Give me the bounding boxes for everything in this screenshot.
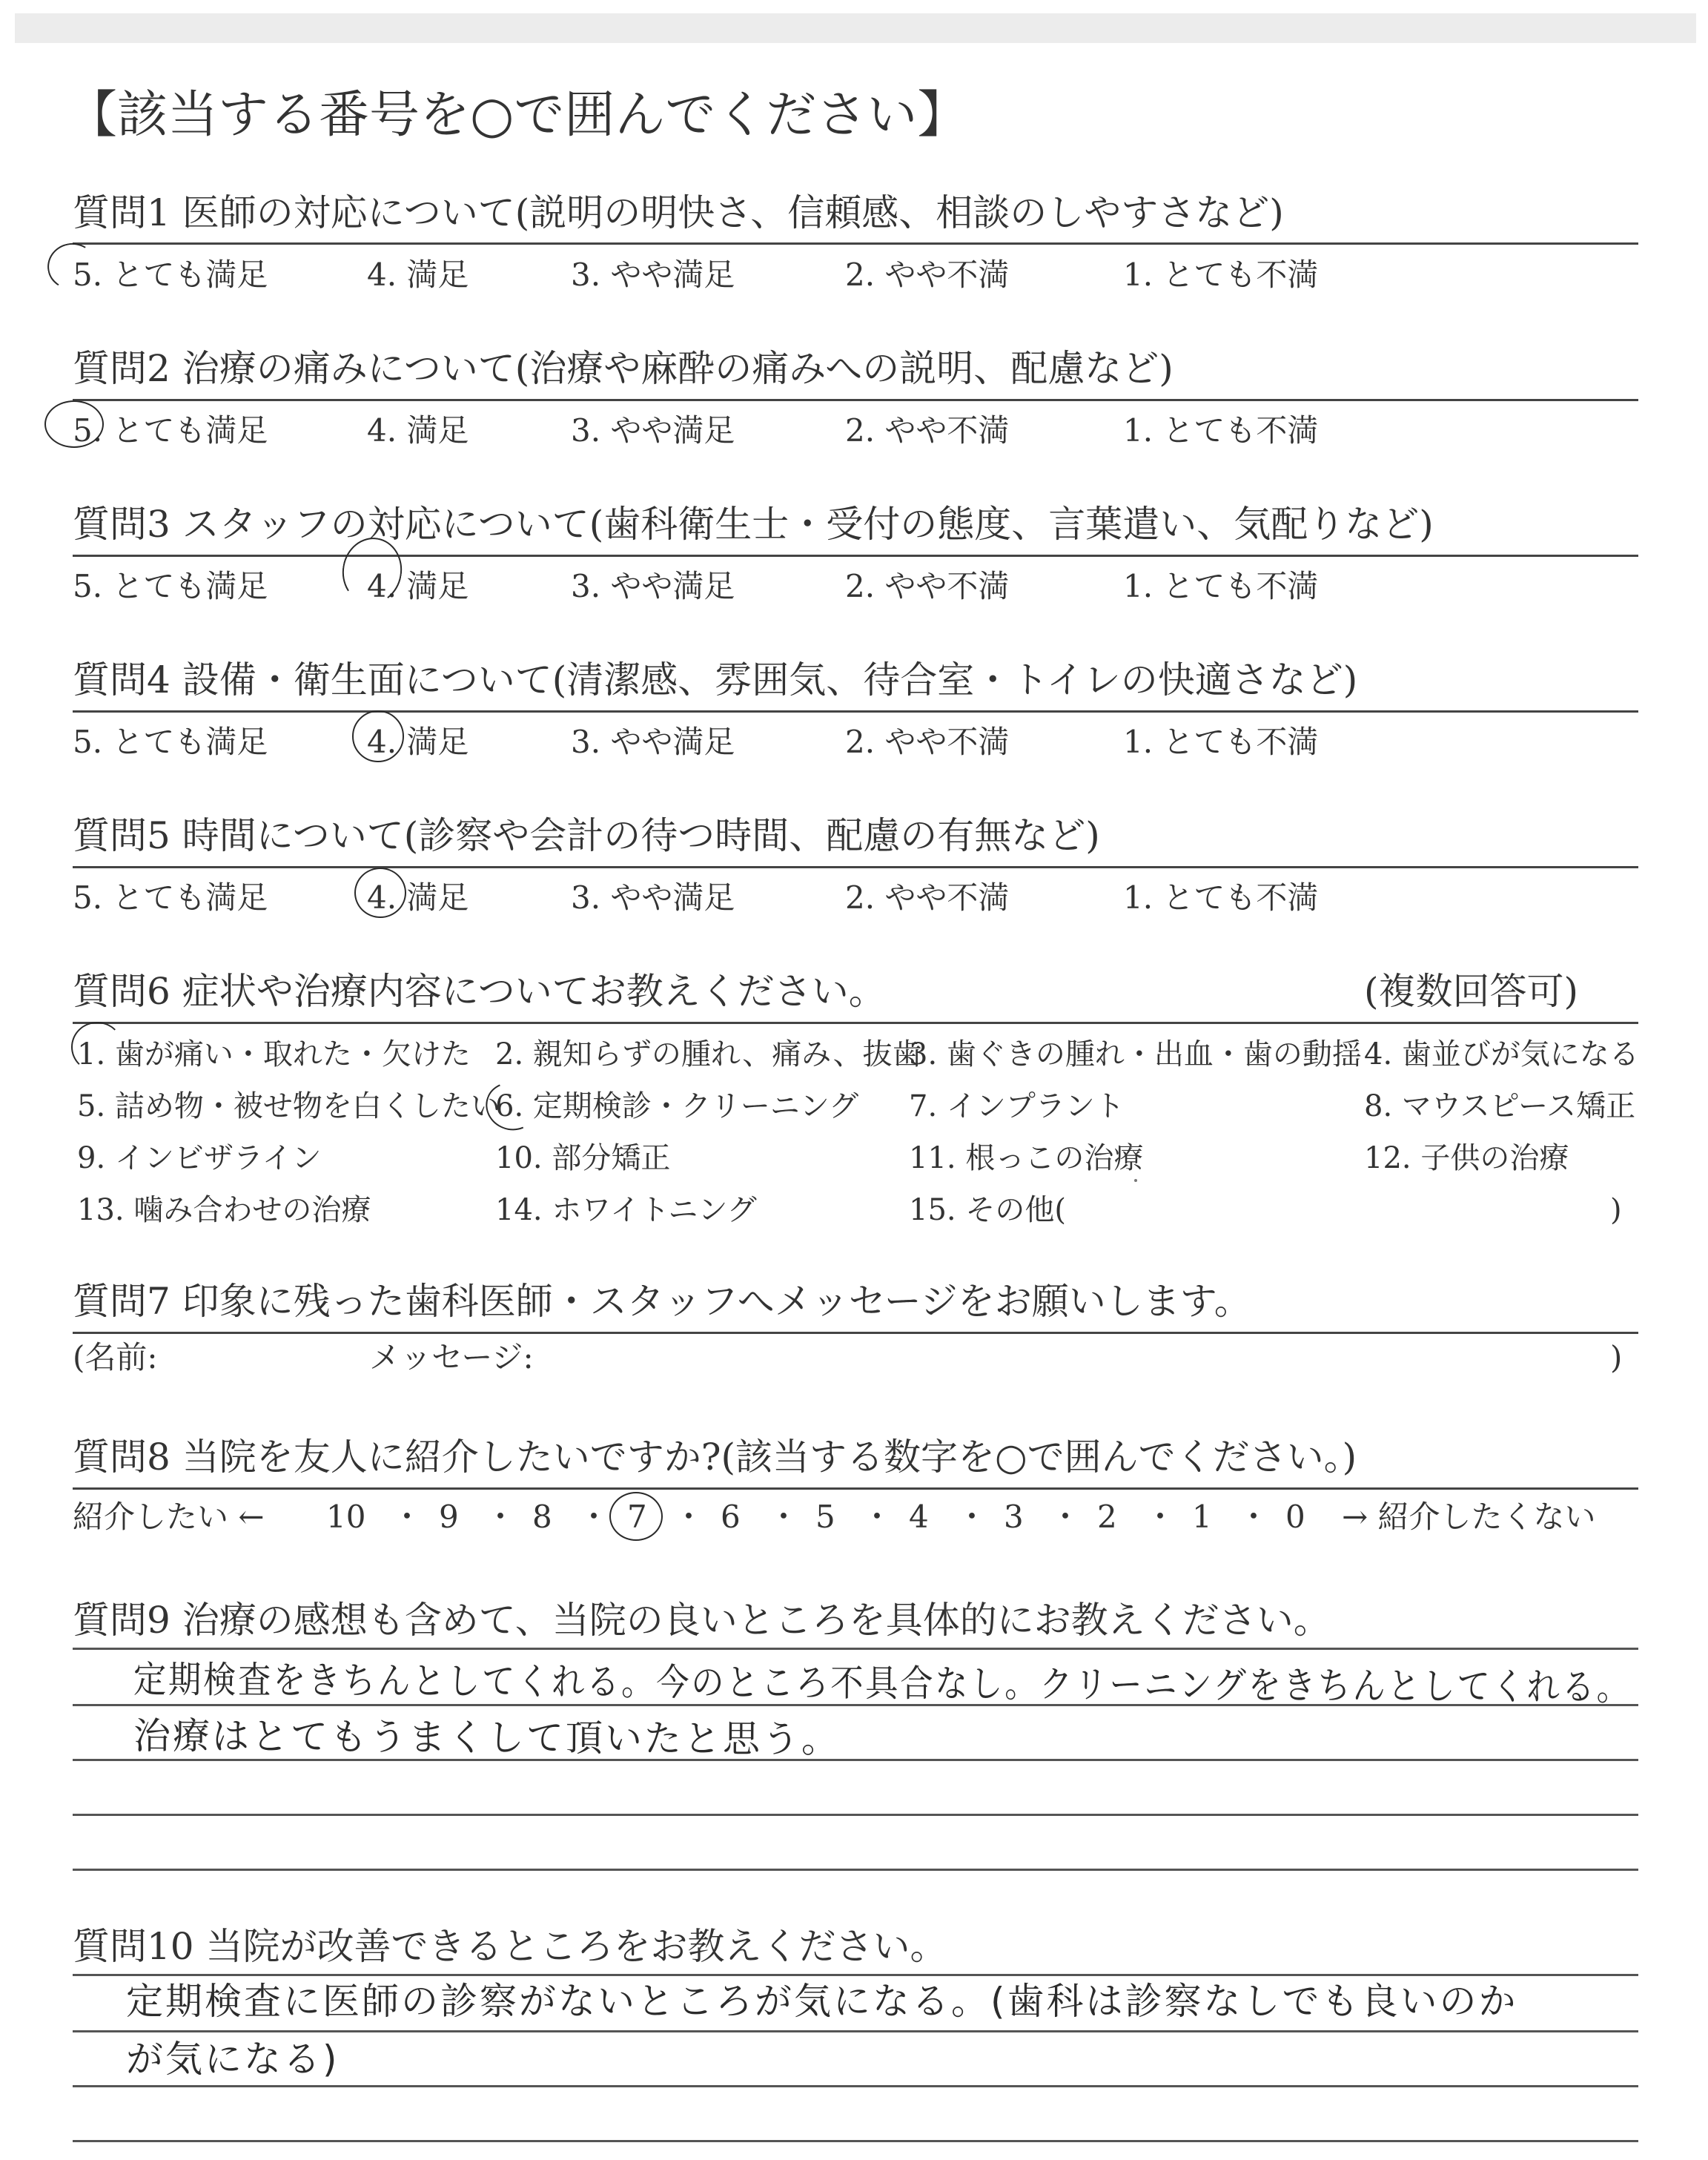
q8-scale-separator: ・ [1145, 1499, 1176, 1535]
q8-scale-separator: ・ [673, 1499, 705, 1535]
q8-scale-7[interactable]: 7 [627, 1499, 647, 1535]
q5-selection-circle [354, 868, 406, 918]
q2-option-4[interactable]: 4. 満足 [367, 412, 469, 449]
q9-answer-line [73, 1869, 1638, 1871]
top-margin-band [15, 13, 1696, 43]
q3-option-1[interactable]: 1. とても不満 [1123, 568, 1319, 604]
q5-option-3[interactable]: 3. やや満足 [571, 879, 735, 916]
q6-item-15-close-paren: ) [1610, 1193, 1622, 1227]
q2-selection-circle [44, 400, 104, 448]
q4-option-1[interactable]: 1. とても不満 [1123, 724, 1319, 760]
q8-scale-separator: ・ [391, 1499, 423, 1535]
q10-handwritten-answer-line-1: 定期検査に医師の診察がないところが気になる。(歯科は診察なしでも良いのか [126, 1980, 1518, 2023]
q4-selection-circle [352, 710, 404, 762]
q10-handwritten-answer-line-2: が気になる) [126, 2038, 340, 2081]
q6-item-13[interactable]: 13. 噛み合わせの治療 [77, 1193, 371, 1227]
q6-item-11[interactable]: 11. 根っこの治療 [909, 1141, 1144, 1175]
q1-option-4[interactable]: 4. 満足 [367, 257, 469, 293]
q1-option-5[interactable]: 5. とても満足 [73, 257, 268, 293]
q1-option-3[interactable]: 3. やや満足 [571, 257, 735, 293]
q6-item-9[interactable]: 9. インビザライン [77, 1141, 322, 1175]
q6-item-8[interactable]: 8. マウスピース矯正 [1364, 1089, 1636, 1123]
q6-selection-circle-1 [71, 1022, 123, 1072]
q6-selection-circle-6 [479, 1075, 544, 1137]
q8-scale-5[interactable]: 5 [815, 1499, 835, 1535]
q2-option-5[interactable]: 5. とても満足 [73, 412, 268, 449]
q1-option-1[interactable]: 1. とても不満 [1123, 257, 1319, 293]
question-8-underline [73, 1487, 1638, 1490]
q6-item-12[interactable]: 12. 子供の治療 [1364, 1141, 1569, 1175]
q8-right-label: → 紹介したくない [1342, 1499, 1596, 1535]
question-10-title: 質問10 当院が改善できるところをお教えください。 [73, 1925, 947, 1968]
question-4-underline [73, 710, 1638, 713]
q8-scale-separator: ・ [956, 1499, 988, 1535]
q6-item-7[interactable]: 7. インプラント [909, 1089, 1125, 1123]
q6-item-1[interactable]: 1. 歯が痛い・取れた・欠けた [77, 1037, 471, 1071]
q6-item-6[interactable]: 6. 定期検診・クリーニング [495, 1089, 859, 1123]
q8-scale-6[interactable]: 6 [721, 1499, 741, 1535]
q4-option-2[interactable]: 2. やや不満 [845, 724, 1010, 760]
q7-name-label: (名前: [73, 1339, 158, 1375]
q2-option-1[interactable]: 1. とても不満 [1123, 412, 1319, 449]
q9-answer-line [73, 1759, 1638, 1761]
question-2-underline [73, 399, 1638, 401]
question-3-underline [73, 555, 1638, 557]
q5-option-4[interactable]: 4. 満足 [367, 879, 469, 916]
question-7-title: 質問7 印象に残った歯科医師・スタッフへメッセージをお願いします。 [73, 1280, 1251, 1323]
q6-item-4[interactable]: 4. 歯並びが気になる [1364, 1037, 1639, 1071]
q8-scale-0[interactable]: 0 [1285, 1499, 1305, 1535]
stray-dot [1134, 1179, 1137, 1182]
question-6-title: 質問6 症状や治療内容についてお教えください。 [73, 970, 886, 1013]
q6-item-2[interactable]: 2. 親知らずの腫れ、痛み、抜歯 [495, 1037, 922, 1071]
page-heading: 【該当する番号を○で囲んでください】 [67, 86, 968, 145]
question-9-title: 質問9 治療の感想も含めて、当院の良いところを具体的にお教えください。 [73, 1599, 1331, 1642]
q9-answer-line [73, 1814, 1638, 1816]
q8-scale-3[interactable]: 3 [1004, 1499, 1024, 1535]
q6-item-5[interactable]: 5. 詰め物・被せ物を白くしたい [77, 1089, 500, 1123]
q10-answer-line [73, 2140, 1638, 2142]
q9-handwritten-answer-line-1: 定期検査をきちんとしてくれる。今のところ不具合なし。クリーニングをきちんとしてくれる。 [133, 1658, 1632, 1709]
q9-answer-line [73, 1648, 1638, 1650]
q6-item-3[interactable]: 3. 歯ぐきの腫れ・出血・歯の動揺 [909, 1037, 1362, 1071]
q7-message-label: メッセージ: [369, 1339, 534, 1375]
q8-scale-separator: ・ [578, 1499, 610, 1535]
q8-scale-4[interactable]: 4 [909, 1499, 929, 1535]
question-5-title: 質問5 時間について(診察や会計の待つ時間、配慮の有無など) [73, 814, 1100, 857]
question-5-underline [73, 866, 1638, 868]
question-4-title: 質問4 設備・衛生面について(清潔感、雰囲気、待合室・トイレの快適さなど) [73, 658, 1358, 701]
q3-option-3[interactable]: 3. やや満足 [571, 568, 735, 604]
q8-scale-separator: ・ [861, 1499, 893, 1535]
q8-selection-circle [609, 1492, 663, 1541]
q8-scale-2[interactable]: 2 [1097, 1499, 1117, 1535]
q8-left-label: 紹介したい ← [73, 1499, 265, 1535]
question-6-note: (複数回答可) [1364, 970, 1579, 1013]
q4-option-5[interactable]: 5. とても満足 [73, 724, 268, 760]
q3-option-5[interactable]: 5. とても満足 [73, 568, 268, 604]
q8-scale-separator: ・ [768, 1499, 800, 1535]
question-1-title: 質問1 医師の対応について(説明の明快さ、信頼感、相談のしやすさなど) [73, 191, 1284, 234]
question-7-underline [73, 1332, 1638, 1334]
q10-answer-line [73, 2085, 1638, 2087]
q8-scale-8[interactable]: 8 [532, 1499, 552, 1535]
question-6-underline [73, 1022, 1638, 1024]
question-3-title: 質問3 スタッフの対応について(歯科衛生士・受付の態度、言葉遣い、気配りなど) [73, 503, 1434, 546]
q5-option-2[interactable]: 2. やや不満 [845, 879, 1010, 916]
q8-scale-separator: ・ [1050, 1499, 1082, 1535]
q8-scale-9[interactable]: 9 [439, 1499, 459, 1535]
q6-item-14[interactable]: 14. ホワイトニング [495, 1193, 757, 1227]
q3-option-4[interactable]: 4. 満足 [367, 568, 469, 604]
q8-scale-10[interactable]: 10 [326, 1499, 366, 1535]
q5-option-1[interactable]: 1. とても不満 [1123, 879, 1319, 916]
question-8-title: 質問8 当院を友人に紹介したいですか?(該当する数字を○で囲んでください。) [73, 1436, 1357, 1479]
q10-answer-line [73, 1974, 1638, 1976]
q2-option-3[interactable]: 3. やや満足 [571, 412, 735, 449]
q6-item-10[interactable]: 10. 部分矯正 [495, 1141, 671, 1175]
q4-option-3[interactable]: 3. やや満足 [571, 724, 735, 760]
q3-option-2[interactable]: 2. やや不満 [845, 568, 1010, 604]
q9-handwritten-answer-line-2: 治療はとてもうまくして頂いたと思う。 [133, 1714, 841, 1761]
question-2-title: 質問2 治療の痛みについて(治療や麻酔の痛みへの説明、配慮など) [73, 347, 1174, 390]
q7-close-paren: ) [1610, 1339, 1623, 1375]
q8-scale-separator: ・ [485, 1499, 517, 1535]
q8-scale-1[interactable]: 1 [1192, 1499, 1212, 1535]
q4-option-4[interactable]: 4. 満足 [367, 724, 469, 760]
q8-scale-separator: ・ [1238, 1499, 1270, 1535]
q1-option-2[interactable]: 2. やや不満 [845, 257, 1010, 293]
question-1-underline [73, 242, 1638, 245]
q5-option-5[interactable]: 5. とても満足 [73, 879, 268, 916]
q2-option-2[interactable]: 2. やや不満 [845, 412, 1010, 449]
q6-item-15[interactable]: 15. その他( [909, 1193, 1066, 1227]
q10-answer-line [73, 2030, 1638, 2032]
